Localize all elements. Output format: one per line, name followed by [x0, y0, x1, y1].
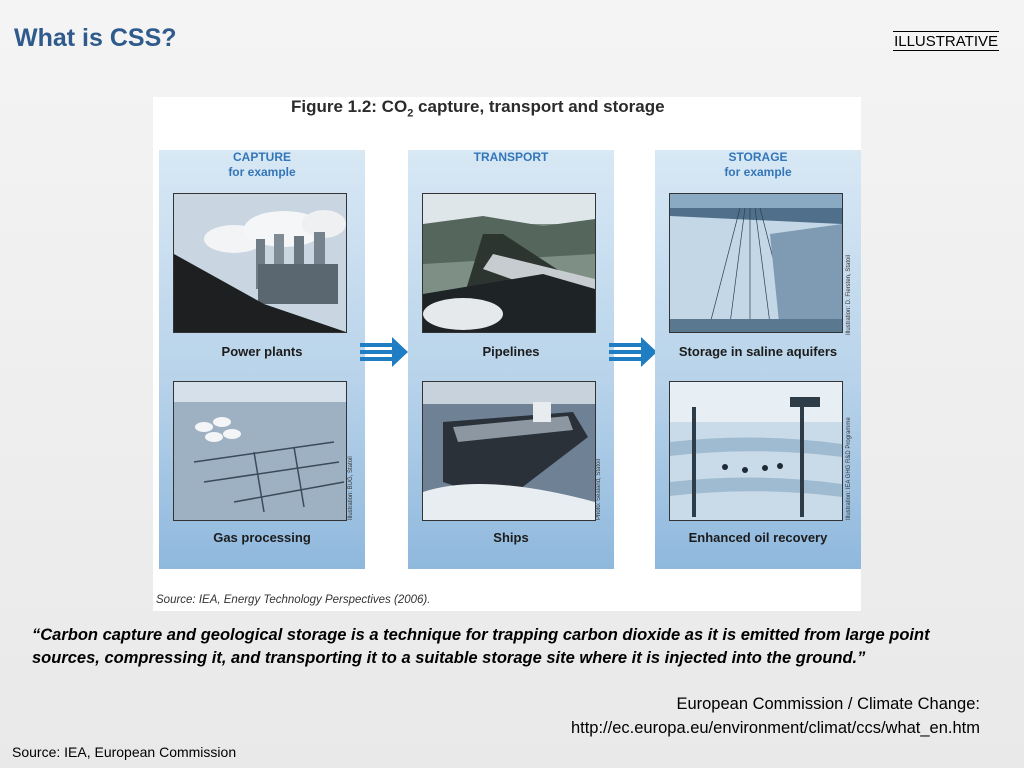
aquifer-credit: Illustration: D. Fiersten, Statoil [846, 254, 852, 335]
ccs-figure [153, 97, 861, 611]
gas-processing-credit: Illustration: BUG, Statoil [348, 456, 354, 520]
gas-processing-caption: Gas processing [213, 530, 311, 545]
figure-source: Source: IEA, Energy Technology Perspectives (2006). [156, 594, 431, 606]
flow-arrow-icon [360, 335, 408, 367]
gas-processing-photo [173, 381, 347, 521]
transport-column [408, 150, 614, 569]
capture-heading: CAPTURE for example [228, 150, 296, 179]
attribution-organization: European Commission / Climate Change: [676, 695, 980, 713]
slide-title: What is CSS? [14, 24, 177, 52]
capture-column [159, 150, 365, 569]
illustrative-badge: ILLUSTRATIVE [894, 33, 998, 50]
ccs-definition-quote: “Carbon capture and geological storage is a technique for trapping carbon dioxide as it is emitted from large point sources, compressing it, and transporting it to a suitable storage site where it is injected into the ground.” [32, 626, 930, 667]
quote-attribution [571, 692, 980, 740]
power-plants-caption: Power plants [221, 344, 303, 359]
pipeline-photo [422, 193, 596, 333]
transport-heading: TRANSPORT [473, 150, 549, 164]
storage-column [655, 150, 861, 569]
ship-photo [422, 381, 596, 521]
storage-heading: STORAGE for example [724, 150, 792, 179]
saline-aquifers-caption: Storage in saline aquifers [678, 344, 838, 359]
oil-recovery-caption: Enhanced oil recovery [688, 530, 828, 545]
oil-recovery-illustration [669, 381, 843, 521]
figure-title: Figure 1.2: $CO_2$ capture, transport and storage [291, 97, 665, 120]
flow-arrow-icon [609, 335, 657, 367]
pipelines-caption: Pipelines [482, 344, 540, 359]
power-plant-photo [173, 193, 347, 333]
footer-source: Source: IEA, European Commission [12, 744, 237, 760]
ships-caption: Ships [493, 530, 529, 545]
attribution-url: http://ec.europa.eu/environment/climat/ccs/what_en.htm [570, 719, 980, 737]
saline-aquifer-illustration [669, 193, 843, 333]
ship-credit: Photo: Sealand, Statoil [596, 458, 602, 520]
oil-recovery-credit: Illustration: IEA GHG R&D Programme [846, 417, 852, 520]
